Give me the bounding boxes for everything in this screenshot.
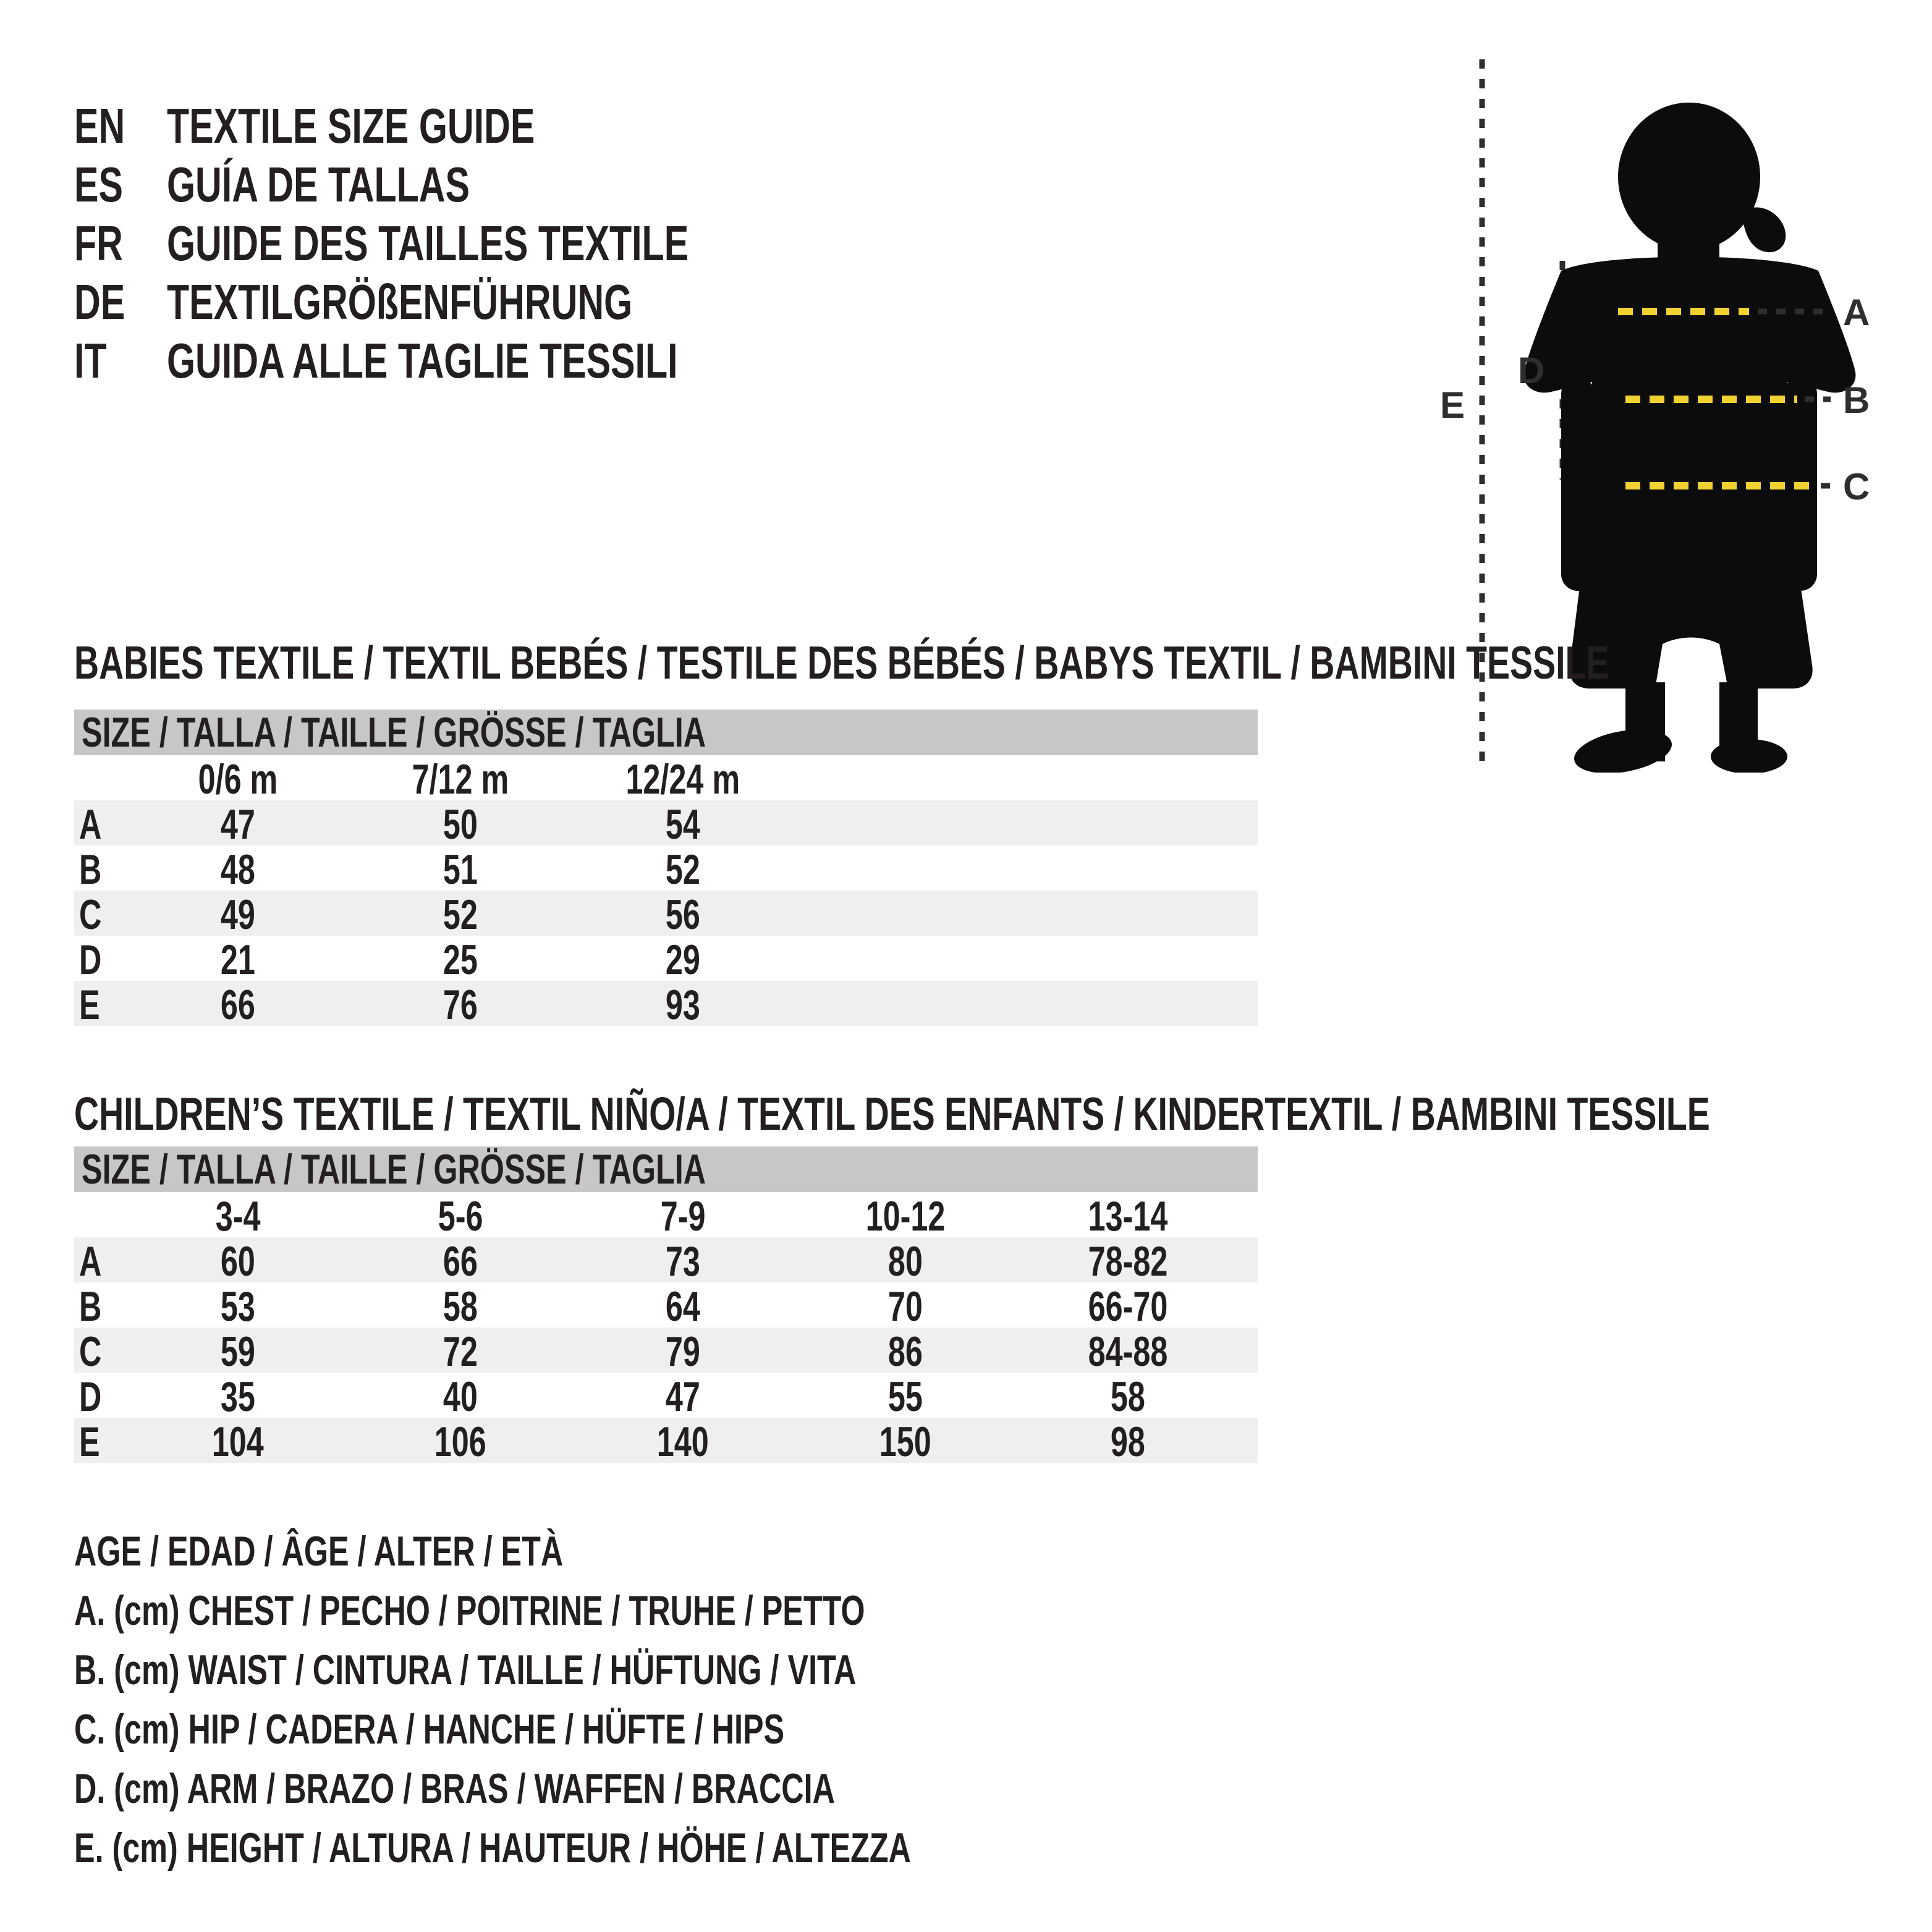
table-cell (349, 1282, 572, 1331)
guide-title-en: TEXTILE SIZE GUIDE (167, 98, 535, 153)
row-label (74, 845, 127, 894)
legend-text: E. (cm) HEIGHT / ALTURA / HAUTEUR / HÖHE / ALTEZZA (74, 1824, 911, 1871)
cell-value: 104 (212, 1418, 264, 1465)
table-cell (572, 845, 794, 894)
row-label-text: D (79, 936, 102, 983)
table-cell (572, 891, 794, 939)
cell-value: 52 (666, 846, 700, 893)
row-label-text: A (79, 1238, 102, 1285)
legend-text: AGE / EDAD / ÂGE / ALTER / ETÀ (74, 1528, 564, 1575)
language-title-list (74, 96, 872, 390)
language-row-es (74, 155, 872, 214)
cell-value: 25 (443, 936, 478, 983)
table-cell (794, 1418, 1017, 1466)
row-label (74, 800, 127, 849)
table-cell (349, 936, 572, 984)
language-code: DE (74, 274, 125, 329)
diagram-label-d: D (1518, 350, 1545, 391)
cell-value: 47 (666, 1373, 700, 1420)
cell-value: 58 (443, 1283, 478, 1330)
cell-value: 150 (879, 1418, 931, 1465)
column-header (794, 1192, 1017, 1240)
legend-line-chest (74, 1581, 1205, 1640)
cell-value: 35 (221, 1373, 255, 1420)
legend-line-height (74, 1818, 1205, 1878)
diagram-label-c: C (1843, 466, 1870, 507)
table-cell (572, 800, 794, 849)
table-cell (127, 981, 349, 1029)
cell-value: 55 (888, 1373, 923, 1420)
language-row-it (74, 331, 872, 390)
table-cell (1017, 1328, 1239, 1376)
language-row-en (74, 96, 872, 155)
size-header-text: SIZE / TALLA / TAILLE / GRÖSSE / TAGLIA (82, 709, 706, 756)
table-cell (349, 1328, 572, 1376)
cell-value: 73 (666, 1238, 700, 1285)
table-cell (794, 1237, 1017, 1286)
legend-line-arm (74, 1759, 1205, 1818)
row-label (74, 891, 127, 939)
cell-value: 56 (666, 891, 700, 938)
column-header-text: 10-12 (865, 1193, 946, 1240)
cell-value: 76 (443, 981, 478, 1028)
table-cell (127, 1418, 349, 1466)
silhouette-head (1618, 103, 1760, 251)
cell-value: 58 (1111, 1373, 1145, 1420)
legend-line-age (74, 1522, 1205, 1581)
babies-size-table (74, 710, 1258, 1026)
table-cell (127, 1237, 349, 1286)
table-cell (127, 845, 349, 894)
cell-value: 54 (666, 801, 700, 848)
column-header (572, 755, 794, 803)
table-cell (572, 1373, 794, 1421)
table-cell (349, 1373, 572, 1421)
column-header-text: 12/24 m (625, 756, 740, 803)
table-row (74, 1418, 1258, 1463)
column-header-text: 7-9 (660, 1193, 706, 1240)
row-label (74, 1418, 127, 1466)
column-header-row (74, 755, 1258, 803)
cell-value: 80 (888, 1238, 923, 1285)
table-cell (794, 1282, 1017, 1331)
cell-value: 50 (443, 801, 478, 848)
babies-heading-text: BABIES TEXTILE / TEXTIL BEBÉS / TESTILE DES BÉBÉS / BABYS TEXTIL / BAMBINI TESSILE (74, 637, 1609, 688)
table-row (74, 891, 1258, 936)
cell-value: 84-88 (1088, 1328, 1168, 1375)
diagram-label-a: A (1843, 292, 1870, 333)
cell-value: 21 (221, 936, 255, 983)
table-cell (349, 1237, 572, 1286)
column-header-row (74, 1192, 1258, 1240)
table-row (74, 845, 1258, 891)
row-label (74, 1373, 127, 1421)
row-label (74, 1282, 127, 1331)
cell-value: 98 (1111, 1418, 1145, 1465)
cell-value: 66-70 (1088, 1283, 1168, 1330)
table-row (74, 800, 1258, 848)
row-label-text: B (79, 1283, 102, 1330)
row-label-text: E (79, 981, 100, 1028)
legend-line-hip (74, 1700, 1205, 1759)
cell-value: 66 (443, 1238, 478, 1285)
table-cell (1017, 1373, 1239, 1421)
table-cell (572, 1282, 794, 1331)
guide-title-es: GUÍA DE TALLAS (167, 156, 470, 212)
cell-value: 140 (657, 1418, 709, 1465)
table-cell (127, 891, 349, 939)
children-section-heading (74, 1089, 1932, 1138)
cell-value: 59 (221, 1328, 255, 1375)
row-label (74, 1328, 127, 1376)
cell-value: 66 (221, 981, 255, 1028)
row-label-text: C (79, 891, 102, 938)
table-row (74, 936, 1258, 981)
cell-value: 47 (221, 801, 255, 848)
table-cell (127, 1373, 349, 1421)
guide-title-de: TEXTILGRÖßENFÜHRUNG (167, 274, 633, 329)
guide-title-fr: GUIDE DES TAILLES TEXTILE (167, 215, 689, 271)
table-cell (572, 1328, 794, 1376)
children-size-table (74, 1146, 1258, 1463)
diagram-label-e: E (1440, 384, 1465, 426)
column-header (349, 755, 572, 803)
row-label (74, 1237, 127, 1286)
column-header-text: 0/6 m (198, 756, 278, 803)
table-cell (349, 845, 572, 894)
table-cell (572, 981, 794, 1029)
row-label-text: B (79, 846, 102, 893)
column-header-text: 3-4 (215, 1193, 261, 1240)
table-row (74, 981, 1258, 1026)
column-header (1017, 1192, 1239, 1240)
corner-cell (74, 755, 127, 803)
table-cell (794, 1328, 1017, 1376)
diagram-label-b: B (1843, 379, 1870, 421)
cell-value: 53 (221, 1283, 255, 1330)
cell-value: 93 (666, 981, 700, 1028)
cell-value: 51 (443, 846, 478, 893)
language-row-fr (74, 214, 872, 273)
table-row (74, 1237, 1258, 1285)
language-code: IT (74, 333, 107, 388)
babies-section-heading (74, 638, 1932, 687)
table-cell (572, 936, 794, 984)
cell-value: 72 (443, 1328, 478, 1375)
cell-value: 79 (666, 1328, 700, 1375)
cell-value: 106 (434, 1418, 486, 1465)
table-cell (349, 891, 572, 939)
guide-title-it: GUIDA ALLE TAGLIE TESSILI (167, 333, 678, 388)
column-header-text: 5-6 (438, 1193, 483, 1240)
size-header-bar (74, 1146, 1258, 1192)
row-label-text: C (79, 1328, 102, 1375)
measurement-legend (74, 1522, 1205, 1878)
table-row (74, 1282, 1258, 1328)
cell-value: 29 (666, 936, 700, 983)
silhouette-ear (1742, 208, 1786, 253)
cell-value: 52 (443, 891, 478, 938)
cell-value: 70 (888, 1283, 923, 1330)
row-label-text: D (79, 1373, 102, 1420)
size-header-bar (74, 710, 1258, 755)
column-header (127, 755, 349, 803)
language-code: ES (74, 156, 123, 212)
table-cell (349, 1418, 572, 1466)
cell-value: 49 (221, 891, 255, 938)
table-cell (127, 1282, 349, 1331)
row-label (74, 936, 127, 984)
cell-value: 64 (666, 1283, 700, 1330)
cell-value: 86 (888, 1328, 923, 1375)
language-code: EN (74, 98, 125, 153)
cell-value: 40 (443, 1373, 478, 1420)
silhouette-right-shoe (1711, 739, 1787, 773)
row-label-text: A (79, 801, 102, 848)
cell-value: 48 (221, 846, 255, 893)
cell-value: 78-82 (1088, 1238, 1168, 1285)
legend-text: D. (cm) ARM / BRAZO / BRAS / WAFFEN / BRACCIA (74, 1765, 835, 1812)
table-cell (1017, 1237, 1239, 1286)
language-row-de (74, 273, 872, 331)
table-row (74, 1373, 1258, 1418)
children-heading-text: CHILDREN’S TEXTILE / TEXTIL NIÑO/A / TEXTIL DES ENFANTS / KINDERTEXTIL / BAMBINI TESSILE (74, 1088, 1710, 1140)
table-row (74, 1328, 1258, 1373)
legend-line-waist (74, 1640, 1205, 1700)
language-code: FR (74, 215, 123, 271)
corner-cell (74, 1192, 127, 1240)
table-cell (127, 936, 349, 984)
size-header-text: SIZE / TALLA / TAILLE / GRÖSSE / TAGLIA (82, 1146, 706, 1193)
table-cell (349, 981, 572, 1029)
legend-text: A. (cm) CHEST / PECHO / POITRINE / TRUHE / PETTO (74, 1587, 865, 1634)
table-cell (127, 1328, 349, 1376)
table-cell (349, 800, 572, 849)
row-label (74, 981, 127, 1029)
column-header-text: 7/12 m (412, 756, 509, 803)
column-header-text: 13-14 (1088, 1193, 1168, 1240)
table-cell (794, 1373, 1017, 1421)
cell-value: 60 (221, 1238, 255, 1285)
table-cell (127, 800, 349, 849)
column-header (349, 1192, 572, 1240)
column-header (127, 1192, 349, 1240)
column-header (572, 1192, 794, 1240)
row-label-text: E (79, 1418, 100, 1465)
table-cell (1017, 1418, 1239, 1466)
legend-text: C. (cm) HIP / CADERA / HANCHE / HÜFTE / HIPS (74, 1706, 785, 1753)
table-cell (572, 1418, 794, 1466)
table-cell (572, 1237, 794, 1286)
table-cell (1017, 1282, 1239, 1331)
legend-text: B. (cm) WAIST / CINTURA / TAILLE / HÜFTUNG / VITA (74, 1646, 857, 1693)
